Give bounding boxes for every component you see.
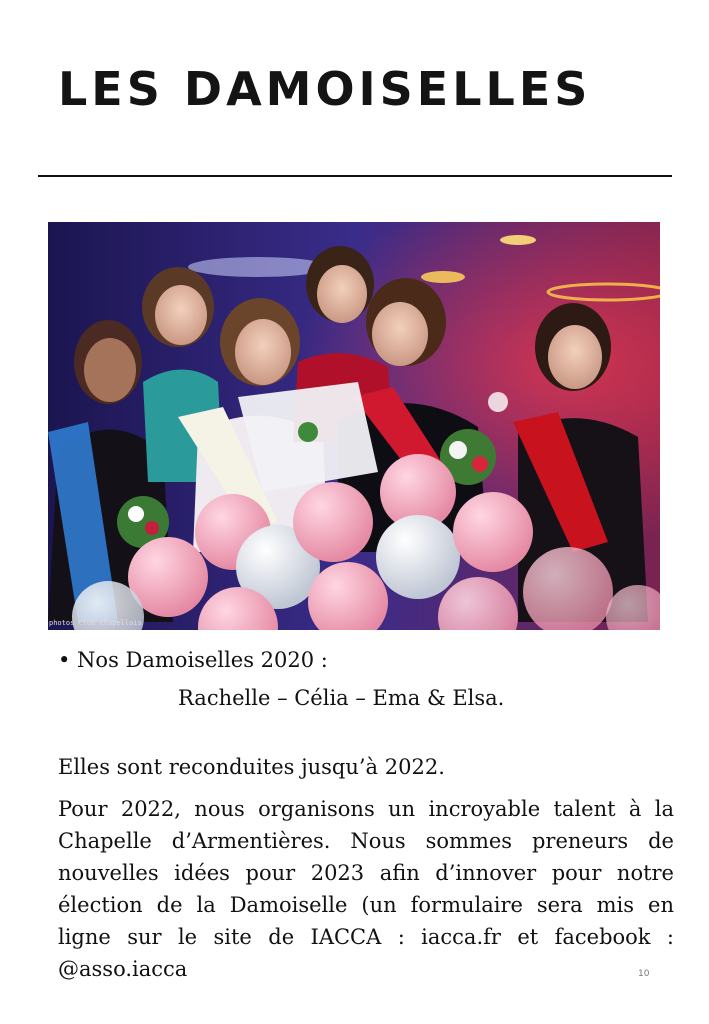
- title-divider: [38, 175, 672, 177]
- intro-bullet: • Nos Damoiselles 2020 :: [58, 648, 328, 672]
- page-title: LES DAMOISELLES: [58, 62, 592, 116]
- renewal-note: Elles sont reconduites jusqu’à 2022.: [58, 755, 445, 779]
- photo-credit: photos club chapellois: [49, 619, 142, 627]
- damoiselles-names: Rachelle – Célia – Ema & Elsa.: [178, 686, 505, 710]
- page-number: 10: [638, 969, 650, 979]
- damoiselles-photo: [48, 222, 660, 630]
- event-paragraph: Pour 2022, nous organisons un incroyable talent à la Chapelle d’Armentières. Nous sommes preneurs de nouvelles idées pour 2023 afin d’innover pour notre élection de la Damoiselle (un formulaire sera mis en ligne sur le site de IACCA : iacca.fr et facebook : @asso.iacca: [58, 797, 674, 981]
